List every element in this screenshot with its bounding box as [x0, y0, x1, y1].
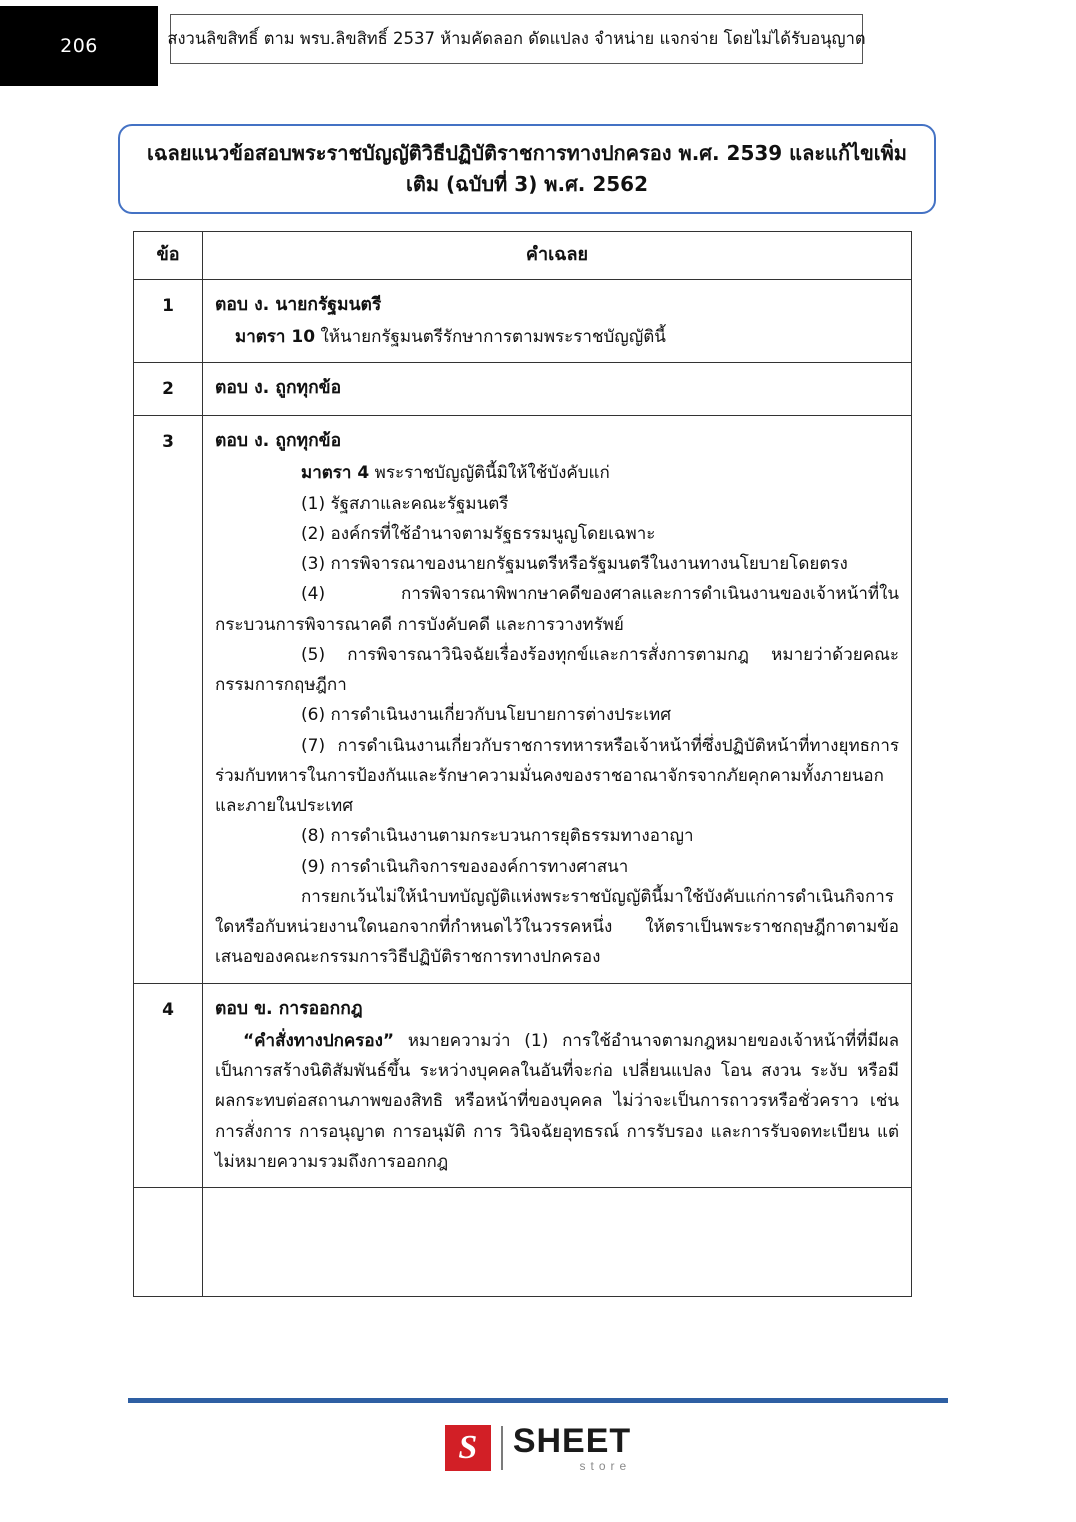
answer-key-table [133, 231, 912, 1297]
answer-line: (1) รัฐสภาและคณะรัฐมนตรี [301, 493, 509, 514]
answer-line: การยกเว้นไม่ให้นำบทบัญญัติแห่งพระราชบัญญัตินี้มาใช้บังคับแก่การดำเนินกิจการใดหรือกับหน่วยงานใดนอกจากที่กำหนดไว้ในวรรคหนึ่ง ให้ตราเป็นพระราชกฤษฎีกาตามข้อเสนอของคณะกรรมการวิธีปฏิบัติราชการทางปกครอง [215, 886, 899, 968]
answer-heading: ตอบ ง. ถูกทุกข้อ [215, 431, 342, 452]
logo-main-text: SHEET [512, 1422, 632, 1460]
page-number: 206 [0, 6, 158, 86]
table-row [134, 416, 912, 983]
answer-line: (5) การพิจารณาวินิจฉัยเรื่องร้องทุกข์และการสั่งการตามกฎ หมายว่าด้วยคณะกรรมการกฤษฎีกา [215, 644, 899, 696]
footer-logo [0, 1424, 1076, 1472]
document-title-box [118, 124, 936, 214]
row-answer [203, 983, 912, 1187]
answer-heading: ตอบ ข. การออกกฎ [215, 998, 363, 1019]
spacer-cell-no [134, 1188, 203, 1297]
logo-divider [501, 1426, 503, 1470]
law-section-text: พระราชบัญญัตินี้มิให้ใช้บังคับแก่ [369, 463, 610, 484]
definition-text: หมายความว่า (1) การใช้อำนาจตามกฎหมายของเจ้าหน้าที่ที่มีผลเป็นการสร้างนิติสัมพันธ์ขึ้น ระหว่างบุคคลในอันที่จะก่อ เปลี่ยนแปลง โอน สงวน ระงับ หรือมีผลกระทบต่อสถานภาพของสิทธิ หรือหน้าที่ของบุคคล ไม่ว่าจะเป็นการถาวรหรือชั่วคราว เช่น การสั่งการ การอนุญาต การอนุมัติ การ วินิจฉัยอุทธรณ์ การรับรอง และการรับจดทะเบียน แต่ไม่หมายความรวมถึงการออกกฎ [215, 1030, 899, 1172]
spacer-cell-answer [203, 1188, 912, 1297]
answer-heading: ตอบ ง. ถูกทุกข้อ [215, 378, 342, 399]
row-number: 3 [134, 416, 203, 983]
answer-line: (4) การพิจารณาพิพากษาคดีของศาลและการดำเนินงานของเจ้าหน้าที่ในกระบวนการพิจารณาคดี การบังคับคดี และการวางทรัพย์ [215, 584, 899, 635]
copyright-notice-text: สงวนลิขสิทธิ์ ตาม พรบ.ลิขสิทธิ์ 2537 ห้ามคัดลอก ดัดแปลง จำหน่าย แจกจ่าย โดยไม่ได้รับอนุญาต [167, 29, 866, 48]
answer-line [215, 1026, 899, 1177]
logo-mark-icon: S [445, 1425, 491, 1471]
answer-line [215, 322, 899, 352]
row-number: 2 [134, 363, 203, 416]
row-answer [203, 416, 912, 983]
row-number: 1 [134, 279, 203, 362]
law-section-label: มาตรา 4 [301, 463, 370, 484]
table-spacer-row [134, 1188, 912, 1297]
table-row [134, 363, 912, 416]
table-row [134, 983, 912, 1187]
answer-line: (2) องค์กรที่ใช้อำนาจตามรัฐธรรมนูญโดยเฉพาะ [301, 523, 656, 544]
footer-divider [128, 1398, 948, 1403]
answer-line: (8) การดำเนินงานตามกระบวนการยุติธรรมทางอาญา [301, 826, 694, 847]
law-section-label: มาตรา 10 [235, 327, 316, 348]
row-number: 4 [134, 983, 203, 1187]
logo-sub-text: store [579, 1459, 632, 1473]
row-answer [203, 279, 912, 362]
law-section-text: ให้นายกรัฐมนตรีรักษาการตามพระราชบัญญัตินี้ [315, 327, 666, 348]
answer-line: (7) การดำเนินงานเกี่ยวกับราชการทหารหรือเจ้าหน้าที่ซึ่งปฏิบัติหน้าที่ทางยุทธการร่วมกับทหารในการป้องกันและรักษาความมั่นคงของราชอาณาจักรจากภัยคุกคามทั้งภายนอกและภายในประเทศ [215, 735, 899, 817]
definition-term: “คำสั่งทางปกครอง” [243, 1030, 395, 1051]
answer-line: (3) การพิจารณาของนายกรัฐมนตรีหรือรัฐมนตรีในงานทางนโยบายโดยตรง [301, 554, 848, 575]
column-header-answer: คำเฉลย [203, 232, 912, 280]
logo-text-group [513, 1424, 631, 1472]
answer-line: (6) การดำเนินงานเกี่ยวกับนโยบายการต่างประเทศ [301, 705, 671, 726]
table-header-row [134, 232, 912, 280]
answer-line [215, 458, 899, 488]
page-title: เฉลยแนวข้อสอบพระราชบัญญัติวิธีปฏิบัติราชการทางปกครอง พ.ศ. 2539 และแก้ไขเพิ่มเติม (ฉบับที่ 3) พ.ศ. 2562 [146, 141, 907, 196]
table-row [134, 279, 912, 362]
answer-heading: ตอบ ง. นายกรัฐมนตรี [215, 294, 382, 315]
column-header-no: ข้อ [134, 232, 203, 280]
copyright-notice-box [167, 14, 866, 64]
answer-line: (9) การดำเนินกิจการขององค์การทางศาสนา [301, 856, 629, 877]
row-answer [203, 363, 912, 416]
